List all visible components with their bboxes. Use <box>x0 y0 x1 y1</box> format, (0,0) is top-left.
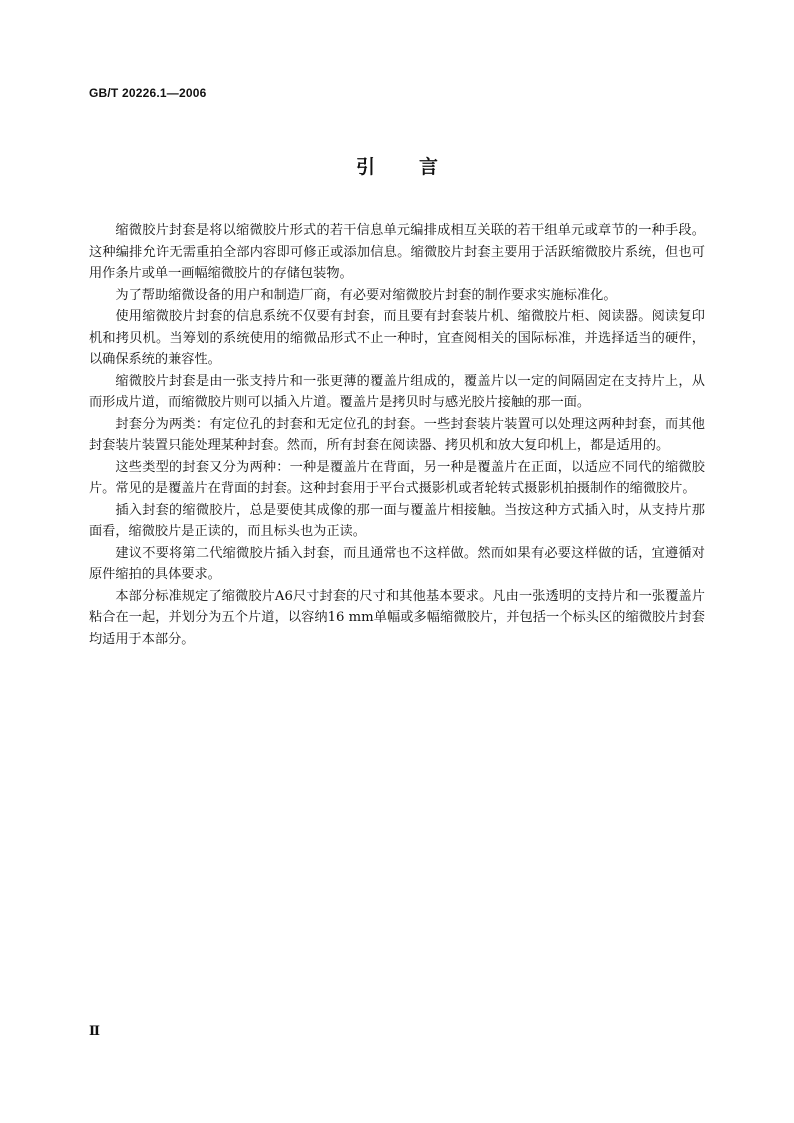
paragraph: 缩微胶片封套是将以缩微胶片形式的若干信息单元编排成相互关联的若干组单元或章节的一种手段。这种编排允许无需重拍全部内容即可修正或添加信息。缩微胶片封套主要用于活跃缩微胶片系统，但也可用作条片或单一画幅缩微胶片的存储包装物。 <box>89 223 705 281</box>
paragraph: 缩微胶片封套是由一张支持片和一张更薄的覆盖片组成的，覆盖片以一定的间隔固定在支持片上，从而形成片道，而缩微胶片则可以插入片道。覆盖片是拷贝时与感光胶片接触的那一面。 <box>89 373 705 410</box>
paragraph: 封套分为两类：有定位孔的封套和无定位孔的封套。一些封套装片装置可以处理这两种封套，而其他封套装片装置只能处理某种封套。然而，所有封套在阅读器、拷贝机和放大复印机上，都是适用的。 <box>89 416 705 453</box>
standard-code: GB/T 20226.1—2006 <box>89 86 207 100</box>
page-number: Ⅱ <box>89 1024 100 1039</box>
page-title: 引言 <box>355 156 482 178</box>
document-body <box>89 220 705 650</box>
paragraph: 这些类型的封套又分为两种：一种是覆盖片在背面，另一种是覆盖片在正面，以适应不同代的缩微胶片。常见的是覆盖片在背面的封套。这种封套用于平台式摄影机或者轮转式摄影机拍摄制作的缩微胶片。 <box>89 459 705 496</box>
paragraph: 使用缩微胶片封套的信息系统不仅要有封套，而且要有封套装片机、缩微胶片柜、阅读器。阅读复印机和拷贝机。当筹划的系统使用的缩微品形式不止一种时，宜查阅相关的国际标准，并选择适当的硬件，以确保系统的兼容性。 <box>89 309 705 367</box>
paragraph: 为了帮助缩微设备的用户和制造厂商，有必要对缩微胶片封套的制作要求实施标准化。 <box>115 287 617 303</box>
paragraph: 本部分标准规定了缩微胶片A6尺寸封套的尺寸和其他基本要求。凡由一张透明的支持片和一张覆盖片粘合在一起，并划分为五个片道，以容纳16 mm单幅或多幅缩微胶片，并包括一个标头区的缩微胶片封套均适用于本部分。 <box>89 588 705 647</box>
paragraph: 插入封套的缩微胶片，总是要使其成像的那一面与覆盖片相接触。当按这种方式插入时，从支持片那面看，缩微胶片是正读的，而且标头也为正读。 <box>89 502 705 539</box>
paragraph: 建议不要将第二代缩微胶片插入封套，而且通常也不这样做。然而如果有必要这样做的话，宜遵循对原件缩拍的具体要求。 <box>89 545 705 582</box>
